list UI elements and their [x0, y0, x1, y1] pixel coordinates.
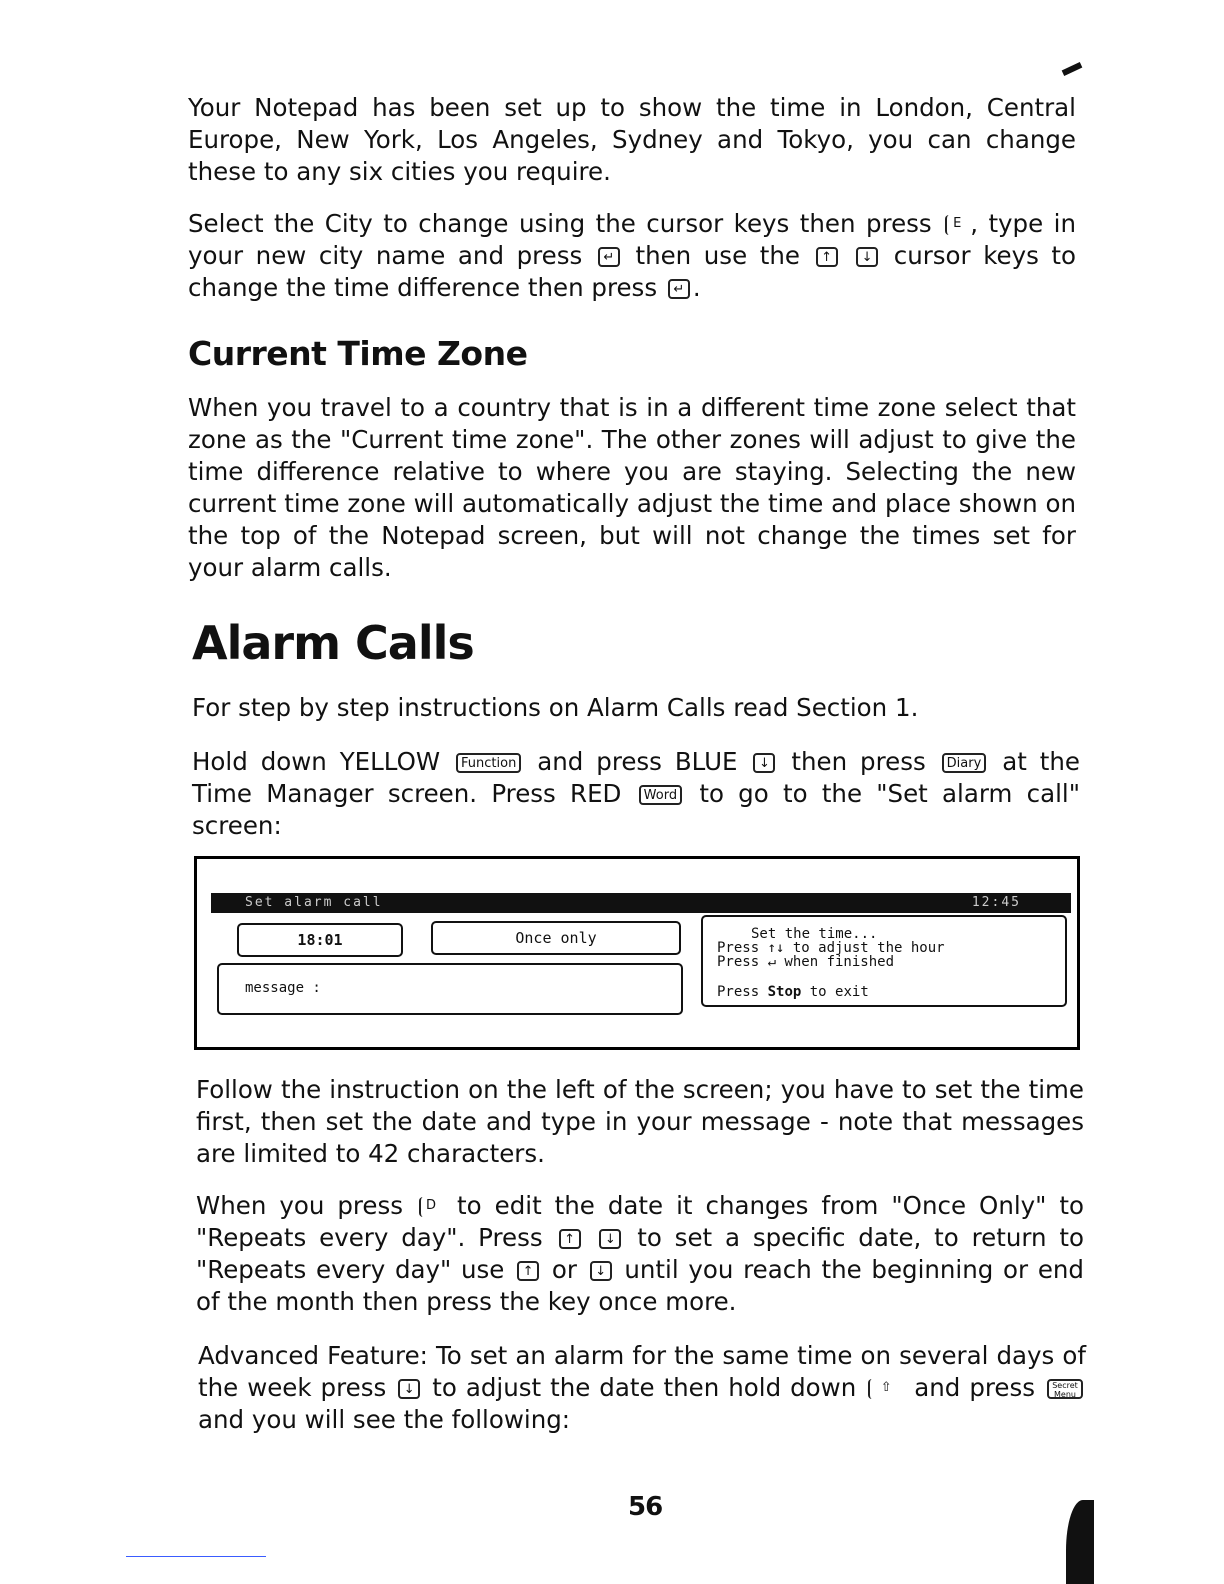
when-text-5: until you reach the beginning or end of the month then press the key once more. — [196, 1255, 1084, 1316]
when-text-3: to set a specific date, to return to "Repeats every day" use — [196, 1223, 1084, 1284]
select-city-paragraph — [188, 208, 1076, 304]
step-text: For step by step instructions on Alarm Calls read Section 1. — [192, 693, 919, 722]
select-city-text-4: cursor keys to change the time difference then press — [188, 241, 1077, 302]
diary-key-icon: Diary — [942, 753, 987, 773]
hold-down-paragraph — [192, 746, 1080, 842]
e-key-icon: E — [945, 215, 967, 235]
screen-title-bar — [211, 893, 1071, 913]
advanced-text-4: and you will see the following: — [198, 1405, 571, 1434]
when-text-1: When you press — [196, 1191, 404, 1220]
select-city-text-5: . — [692, 273, 701, 302]
enter-key-icon: ↵ — [668, 279, 690, 299]
help-line-3: Press ↵ when finished — [717, 954, 895, 970]
help-line-2: Press ↑↓ to adjust the hour — [717, 940, 945, 956]
shift-key-icon: ⇧ — [868, 1379, 902, 1399]
exit-suffix: to exit — [809, 984, 869, 1000]
hold-text-4: at the Time Manager screen. Press RED — [192, 747, 1080, 808]
up-key-icon: ↑ — [816, 247, 838, 267]
intro-text: Your Notepad has been set up to show the time in London, Central Europe, New York, Los Angeles, Sydney and Tokyo, you can change these to any six cities you require. — [188, 93, 1076, 186]
up-key-icon: ↑ — [517, 1261, 539, 1281]
scan-blot-top-right — [1062, 62, 1083, 76]
advanced-paragraph — [198, 1340, 1086, 1436]
when-press-paragraph — [196, 1190, 1084, 1318]
enter-key-icon: ↵ — [598, 247, 620, 267]
screen-title: Set alarm call — [245, 895, 383, 910]
d-key-icon: D — [419, 1197, 441, 1217]
footer-rule — [126, 1556, 266, 1557]
current-time-zone-text: When you travel to a country that is in a different time zone select that zone as the "Current time zone". The other zones will adjust to give the time difference relative to where you are staying. Selecting the new current time zone will automatically adjust the time and place shown on the top of the Notepad screen, but will not change the times set for your alarm calls. — [188, 393, 1076, 582]
message-field: message : — [217, 963, 683, 1015]
down-key-icon: ↓ — [753, 753, 775, 773]
current-time-zone-heading: Current Time Zone — [188, 334, 528, 373]
help-panel — [701, 915, 1067, 1007]
hold-text-3: then press — [791, 747, 926, 776]
time-field: 18:01 — [237, 923, 403, 957]
hold-text-1: Hold down YELLOW — [192, 747, 441, 776]
step-paragraph — [192, 692, 1080, 724]
help-exit-line — [717, 985, 1065, 999]
function-key-icon: Function — [456, 753, 521, 773]
down-key-icon: ↓ — [856, 247, 878, 267]
down-key-icon: ↓ — [599, 1229, 621, 1249]
alarm-calls-heading: Alarm Calls — [192, 616, 474, 670]
select-city-text-3: then use the — [635, 241, 800, 270]
screen-status: 12:45 — [971, 895, 1021, 910]
select-city-text-1: Select the City to change using the cursor keys then press — [188, 209, 932, 238]
hold-text-2: and press BLUE — [537, 747, 738, 776]
secret-menu-key-icon: Secret Menu — [1047, 1379, 1083, 1399]
stop-key-label: Stop — [767, 984, 802, 1000]
exit-prefix: Press — [717, 984, 760, 1000]
when-text-2: to edit the date it changes from "Once Only" to "Repeats every day". Press — [196, 1191, 1085, 1252]
scan-blot-bottom-right — [1066, 1500, 1094, 1584]
down-key-icon: ↓ — [398, 1379, 420, 1399]
frequency-field: Once only — [431, 921, 681, 955]
hold-text-5: to go to the "Set alarm call" screen: — [192, 779, 1080, 840]
up-key-icon: ↑ — [559, 1229, 581, 1249]
current-time-zone-paragraph — [188, 392, 1076, 584]
help-line-1: Set the time... — [751, 926, 878, 942]
intro-paragraph — [188, 92, 1076, 188]
page-number: 56 — [628, 1492, 663, 1522]
down-key-icon: ↓ — [590, 1261, 612, 1281]
follow-paragraph — [196, 1074, 1084, 1170]
alarm-screen-figure — [194, 856, 1080, 1050]
advanced-text-3: and press — [914, 1373, 1036, 1402]
select-city-text-2: , type in your new city name and press — [188, 209, 1076, 270]
follow-text: Follow the instruction on the left of the screen; you have to set the time first, then set the date and type in your message - note that messages are limited to 42 characters. — [196, 1075, 1084, 1168]
advanced-text-1: Advanced Feature: To set an alarm for the same time on several days of the week press — [198, 1341, 1086, 1402]
when-text-4: or — [551, 1255, 577, 1284]
word-key-icon: Word — [639, 785, 682, 805]
advanced-text-2: to adjust the date then hold down — [432, 1373, 857, 1402]
